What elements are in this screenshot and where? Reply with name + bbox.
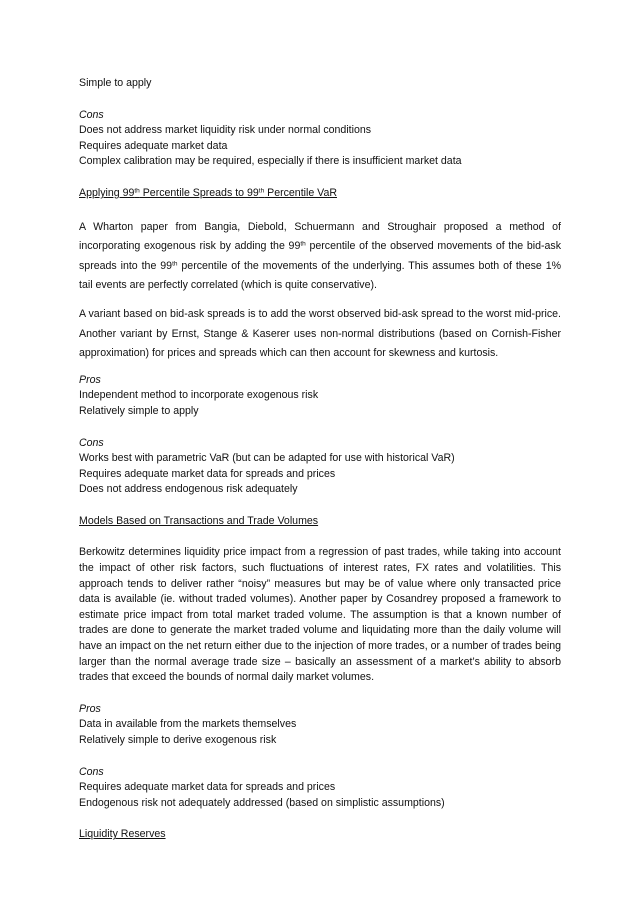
- cons-heading: Cons: [79, 108, 104, 121]
- superscript: th: [134, 187, 140, 195]
- paragraph-text: A Wharton paper from Bangia, Diebold, Schuermann and Stroughair proposed a method of incorporating exogenous risk by adding the 99: [79, 220, 561, 253]
- pros-item: Relatively simple to apply: [79, 404, 199, 417]
- paragraph-variant: A variant based on bid-ask spreads is to add the worst observed bid-ask spread to the worst mid-price. Another variant by Ernst, Stange & Kaserer uses non-normal distributions (based on Cornish-Fisher approximation) for prices and spreads which can then account for skewness and kurtosis.: [79, 307, 561, 360]
- cons-item: Works best with parametric VaR (but can be adapted for use with historical VaR): [79, 452, 455, 465]
- cons-item: Requires adequate market data for spreads and prices: [79, 781, 336, 794]
- cons-item: Complex calibration may be required, especially if there is insufficient market data: [79, 155, 462, 168]
- cons-item: Requires adequate market data for spreads and prices: [79, 467, 336, 480]
- heading-text: Applying 99: [79, 186, 135, 199]
- superscript: th: [300, 240, 306, 248]
- pros-item: Data in available from the markets themselves: [79, 718, 297, 731]
- paragraph-text: percentile of the observed movements of the bid-ask spreads into the 99: [79, 240, 561, 272]
- pros-heading: Pros: [79, 702, 101, 715]
- cons-heading: Cons: [79, 765, 104, 778]
- heading-text: Percentile VaR: [264, 186, 338, 199]
- superscript: th: [172, 260, 178, 268]
- section-heading-liquidity-reserves: Liquidity Reserves: [79, 828, 166, 841]
- pros-item: Relatively simple to derive exogenous risk: [79, 734, 277, 746]
- section-heading-percentile-spreads: [79, 186, 561, 202]
- intro-text: Simple to apply: [79, 77, 152, 89]
- section-heading-models: Models Based on Transactions and Trade Volumes: [79, 514, 319, 527]
- cons-item: Does not address market liquidity risk under normal conditions: [79, 124, 372, 137]
- paragraph-berkowitz: Berkowitz determines liquidity price impact from a regression of past trades, while taking into account the impact of other risk factors, such fluctuations of interest rates, FX rates and volatilities. This approach tends to deliver rather “noisy” measures but may be of value where only transacted price data is available (ie. without traded volumes). Another paper by Cosandrey proposed a framework to estimate price impact from total market traded volume. The assumption is that a known number of trades are done to generate the market traded volume and liquidating more than the daily volume will have an impact on the net return either due to the injection of more trades, or a number of trades being larger than the normal average trade size – basically an assessment of a market’s ability to absorb trades that exceed the bounds of normal daily market volumes.: [79, 546, 561, 684]
- pros-item: Independent method to incorporate exogenous risk: [79, 389, 319, 402]
- superscript: th: [258, 187, 265, 195]
- cons-item: Endogenous risk not adequately addressed (based on simplistic assumptions): [79, 796, 445, 809]
- document-page: [79, 76, 561, 843]
- heading-text: Percentile Spreads to 99: [139, 186, 259, 199]
- cons-heading: Cons: [79, 436, 104, 449]
- paragraph-wharton: [79, 218, 561, 296]
- pros-heading: Pros: [79, 373, 101, 386]
- paragraph-text: percentile of the movements of the underlying. This assumes both of these 1% tail events are perfectly correlated (which is quite conservative).: [79, 259, 562, 292]
- cons-item: Does not address endogenous risk adequately: [79, 483, 298, 496]
- cons-item: Requires adequate market data: [79, 139, 228, 152]
